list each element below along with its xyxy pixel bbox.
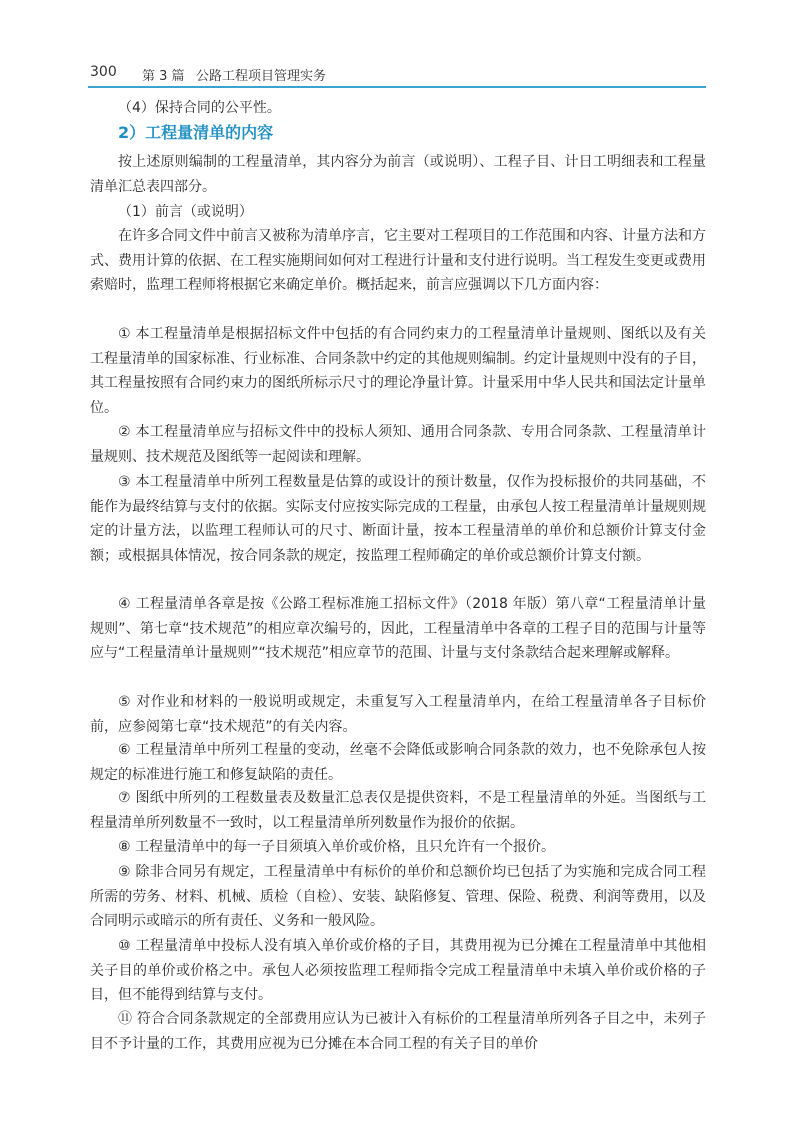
section-heading: 2）工程量清单的内容 <box>118 123 274 142</box>
list-item-5: ⑤ 对作业和材料的一般说明或规定，未重复写入工程量清单内，在给工程量清单各子目标价前，应参阅第七章“技术规范”的有关内容。 <box>90 694 706 735</box>
paragraph-intro: 按上述原则编制的工程量清单，其内容分为前言（或说明）、工程子目、计日工明细表和工程量清单汇总表四部分。 <box>90 154 706 195</box>
list-item-2: ② 本工程量清单应与招标文件中的投标人须知、通用合同条款、专用合同条款、工程量清单计量规则、技术规范及图纸等一起阅读和理解。 <box>90 424 706 465</box>
list-item-6: ⑥ 工程量清单中所列工程量的变动，丝毫不会降低或影响合同条款的效力，也不免除承包人按规定的标准进行施工和修复缺陷的责任。 <box>90 742 706 783</box>
part-label: 第 3 篇 <box>142 69 185 84</box>
book-part-title: 公路工程项目管理实务 <box>196 69 327 84</box>
list-item-7: ⑦ 图纸中所列的工程数量表及数量汇总表仅是提供资料，不是工程量清单的外延。当图纸与工程量清单所列数量不一致时，以工程量清单所列数量作为报价的依据。 <box>90 790 706 831</box>
list-item-8: ⑧ 工程量清单中的每一子目须填入单价或价格，且只允许有一个报价。 <box>118 839 555 855</box>
list-item-1: ① 本工程量清单是根据招标文件中包括的有合同约束力的工程量清单计量规则、图纸以及有关工程量清单的国家标准、行业标准、合同条款中约定的其他规则编制。约定计量规则中没有的子目，其工程量按照有合同约束力的图纸所标示尺寸的理论净量计算。计量采用中华人民共和国法定计量单位。 <box>90 326 706 416</box>
paragraph-preface-heading: （1）前言（或说明） <box>118 204 253 220</box>
list-item-3: ③ 本工程量清单中所列工程数量是估算的或设计的预计数量，仅作为投标报价的共同基础，不能作为最终结算与支付的依据。实际支付应按实际完成的工程量，由承包人按工程量清单计量规则规定的计量方法，以监理工程师认可的尺寸、断面计量，按本工程量清单的单价和总额价计算支付金额；或根据具体情况，按合同条款的规定，按监理工程师确定的单价或总额价计算支付额。 <box>90 474 706 564</box>
page-number: 300 <box>90 64 117 80</box>
paragraph-preface: 在许多合同文件中前言又被称为清单序言，它主要对工程项目的工作范围和内容、计量方法和方式、费用计算的依据、在工程实施期间如何对工程进行计量和支付进行说明。当工程发生变更或费用索赔时，监理工程师将根据它来确定单价。概括起来，前言应强调以下几方面内容： <box>90 228 706 294</box>
header-rule <box>88 86 706 88</box>
paragraph-fairness: （4）保持合同的公平性。 <box>118 100 281 116</box>
list-item-11: ⑪ 符合合同条款规定的全部费用应认为已被计入有标价的工程量清单所列各子目之中，未列子目不予计量的工作，其费用应视为已分摊在本合同工程的有关子目的单价 <box>90 1011 706 1052</box>
running-header <box>88 62 708 88</box>
list-item-9: ⑨ 除非合同另有规定，工程量清单中有标价的单价和总额价均已包括了为实施和完成合同工程所需的劳务、材料、机械、质检（自检）、安装、缺陷修复、管理、保险、税费、利润等费用，以及合同明示或暗示的所有责任、义务和一般风险。 <box>90 864 706 930</box>
list-item-10: ⑩ 工程量清单中投标人没有填入单价或价格的子目，其费用视为已分摊在工程量清单中其他相关子目的单价或价格之中。承包人必须按监理工程师指令完成工程量清单中未填入单价或价格的子目，但不能得到结算与支付。 <box>90 938 706 1004</box>
list-item-4: ④ 工程量清单各章是按《公路工程标准施工招标文件》（2018 年版）第八章“工程量清单计量规则”、第七章“技术规范”的相应章次编号的，因此，工程量清单中各章的工程子目的范围与计量等应与“工程量清单计量规则”“技术规范”相应章节的范围、计量与支付条款结合起来理解或解释。 <box>90 596 706 662</box>
